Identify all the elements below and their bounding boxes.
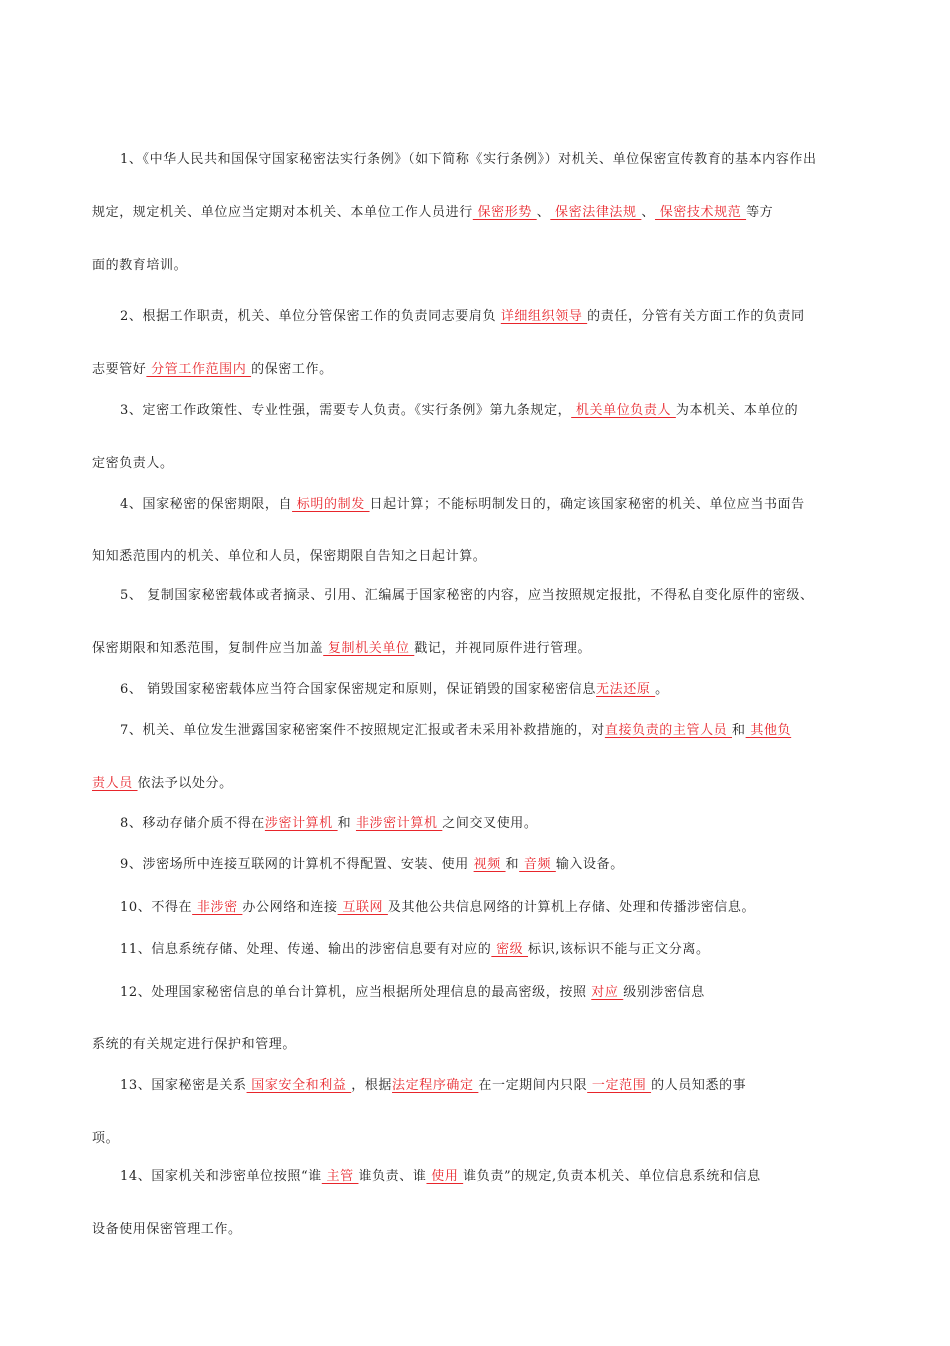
body-text: 6、 销毁国家秘密载体应当符合国家保密规定和原则，保证销毁的国家秘密信息 bbox=[120, 682, 597, 697]
body-text: 设备使用保密管理工作。 bbox=[92, 1222, 242, 1237]
body-text: 戳记，并视同原件进行管理。 bbox=[414, 641, 592, 656]
paragraph-line bbox=[120, 1078, 862, 1094]
body-text: 8、移动存储介质不得在 bbox=[120, 816, 265, 831]
paragraph-line bbox=[120, 682, 862, 698]
paragraph-line bbox=[92, 362, 862, 378]
answer-blank: 保密技术规范 bbox=[654, 205, 747, 220]
answer-blank: 密级 bbox=[491, 942, 529, 957]
paragraph-line bbox=[92, 549, 862, 565]
body-text: 2、根据工作职责，机关、单位分管保密工作的负责同志要肩负 bbox=[120, 309, 501, 324]
paragraph-line bbox=[92, 1131, 862, 1147]
paragraph-line bbox=[92, 1037, 862, 1053]
paragraph-line bbox=[120, 900, 862, 916]
body-text: 的保密工作。 bbox=[251, 362, 333, 377]
paragraph-line bbox=[92, 456, 862, 472]
body-text: 10、不得在 bbox=[120, 900, 193, 915]
body-text: 依法予以处分。 bbox=[137, 776, 233, 791]
answer-blank: 直接负责的主管人员 bbox=[604, 723, 733, 738]
body-text: 项。 bbox=[92, 1131, 120, 1146]
answer-blank: 保密形势 bbox=[472, 205, 537, 220]
body-text: 。 bbox=[655, 682, 669, 697]
answer-blank: 非涉密计算机 bbox=[355, 816, 443, 831]
paragraph-line bbox=[120, 857, 862, 873]
paragraph-line bbox=[120, 403, 862, 419]
body-text: 、 bbox=[536, 205, 551, 220]
paragraph-line bbox=[120, 723, 862, 739]
body-text: 输入设备。 bbox=[555, 857, 624, 872]
answer-blank: 非涉密 bbox=[192, 900, 243, 915]
paragraph-line bbox=[120, 942, 862, 958]
paragraph-line bbox=[92, 1222, 862, 1238]
body-text: 的人员知悉的事 bbox=[651, 1078, 747, 1093]
answer-blank: 对应 bbox=[591, 985, 624, 1000]
answer-blank: 详细组织领导 bbox=[500, 309, 588, 324]
paragraph-line bbox=[92, 205, 862, 221]
body-text: 和 bbox=[732, 723, 746, 738]
body-text: 及其他公共信息网络的计算机上存储、处理和传播涉密信息。 bbox=[387, 900, 756, 915]
body-text: 7、机关、单位发生泄露国家秘密案件不按照规定汇报或者未采用补救措施的，对 bbox=[120, 723, 605, 738]
body-text: 系统的有关规定进行保护和管理。 bbox=[92, 1037, 297, 1052]
answer-blank: 国家安全和利益 bbox=[246, 1078, 352, 1093]
body-text: 谁负责、谁 bbox=[358, 1169, 427, 1184]
paragraph-line bbox=[120, 588, 862, 604]
body-text: 1、《中华人民共和国保守国家秘密法实行条例》（如下简称《实行条例》）对机关、单位保密宣传教育的基本内容作出 bbox=[120, 152, 817, 167]
answer-blank: 一定范围 bbox=[587, 1078, 652, 1093]
body-text: ，根据 bbox=[351, 1078, 393, 1093]
body-text: 知知悉范围内的机关、单位和人员，保密期限自告知之日起计算。 bbox=[92, 549, 487, 564]
body-text: 12、处理国家秘密信息的单台计算机，应当根据所处理信息的最高密级，按照 bbox=[120, 985, 592, 1000]
answer-blank: 涉密计算机 bbox=[264, 816, 338, 831]
body-text: 3、定密工作政策性、专业性强，需要专人负责。《实行条例》第九条规定， bbox=[120, 403, 572, 418]
body-text: 和 bbox=[337, 816, 356, 831]
body-text: 的责任，分管有关方面工作的负责同 bbox=[587, 309, 805, 324]
paragraph-line bbox=[120, 152, 862, 168]
answer-blank: 复制机关单位 bbox=[323, 641, 415, 656]
body-text: 规定，规定机关、单位应当定期对本机关、本单位工作人员进行 bbox=[92, 205, 473, 220]
body-text: 定密负责人。 bbox=[92, 456, 174, 471]
body-text: 等方 bbox=[746, 205, 774, 220]
paragraph-line bbox=[120, 497, 862, 513]
body-text: 4、国家秘密的保密期限，自 bbox=[120, 497, 293, 512]
answer-blank: 主管 bbox=[321, 1169, 359, 1184]
answer-blank: 保密法律法规 bbox=[550, 205, 642, 220]
answer-blank: 机关单位负责人 bbox=[571, 403, 676, 418]
answer-blank: 音频 bbox=[519, 857, 556, 872]
answer-blank: 法定程序确定 bbox=[392, 1078, 479, 1093]
paragraph-line bbox=[120, 816, 862, 832]
body-text: 面的教育培训。 bbox=[92, 258, 188, 273]
body-text: 11、信息系统存储、处理、传递、输出的涉密信息要有对应的 bbox=[120, 942, 492, 957]
answer-blank: 其他负 bbox=[745, 723, 792, 738]
paragraph-line bbox=[92, 641, 862, 657]
body-text: 志要管好 bbox=[92, 362, 147, 377]
answer-blank: 标明的制发 bbox=[292, 497, 370, 512]
answer-blank: 视频 bbox=[473, 857, 506, 872]
body-text: 5、 复制国家秘密载体或者摘录、引用、汇编属于国家秘密的内容，应当按照规定报批，不得私自变化原件的密级、 bbox=[120, 588, 814, 603]
body-text: 和 bbox=[505, 857, 520, 872]
answer-blank: 无法还原 bbox=[596, 682, 656, 697]
answer-blank: 互联网 bbox=[337, 900, 388, 915]
body-text: 标识,该标识不能与正文分离。 bbox=[528, 942, 710, 957]
body-text: 在一定期间内只限 bbox=[478, 1078, 588, 1093]
paragraph-line bbox=[120, 1169, 862, 1185]
body-text: 谁负责”的规定,负责本机关、单位信息系统和信息 bbox=[463, 1169, 761, 1184]
body-text: 、 bbox=[641, 205, 655, 220]
answer-blank: 使用 bbox=[426, 1169, 464, 1184]
answer-blank: 责人员 bbox=[92, 776, 138, 791]
paragraph-line bbox=[92, 776, 862, 792]
paragraph-line bbox=[120, 309, 862, 325]
body-text: 办公网络和连接 bbox=[242, 900, 338, 915]
paragraph-line bbox=[92, 258, 862, 274]
body-text: 级别涉密信息 bbox=[623, 985, 705, 1000]
body-text: 保密期限和知悉范围，复制件应当加盖 bbox=[92, 641, 324, 656]
body-text: 之间交叉使用。 bbox=[442, 816, 538, 831]
body-text: 13、国家秘密是关系 bbox=[120, 1078, 247, 1093]
body-text: 9、涉密场所中连接互联网的计算机不得配置、安装、使用 bbox=[120, 857, 474, 872]
body-text: 为本机关、本单位的 bbox=[675, 403, 799, 418]
paragraph-line bbox=[120, 985, 862, 1001]
answer-blank: 分管工作范围内 bbox=[146, 362, 252, 377]
body-text: 14、国家机关和涉密单位按照“谁 bbox=[120, 1169, 322, 1184]
body-text: 日起计算；不能标明制发日的，确定该国家秘密的机关、单位应当书面告 bbox=[369, 497, 805, 512]
